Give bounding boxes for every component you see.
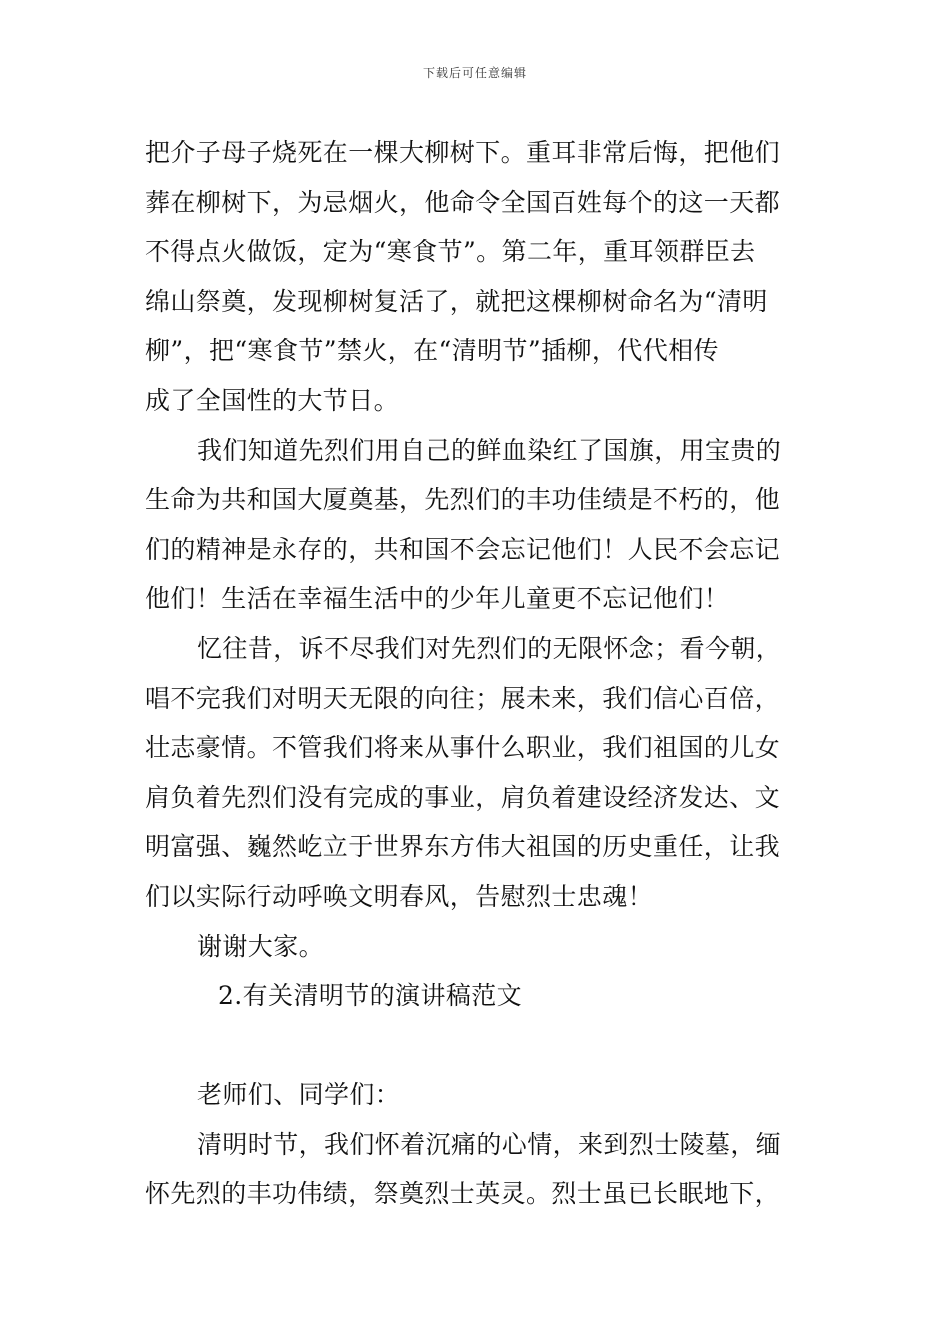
section-heading: 2.有关清明节的演讲稿范文 xyxy=(218,981,523,1011)
text-line: 生命为共和国大厦奠基，先烈们的丰功佳绩是不朽的，他 xyxy=(145,485,781,515)
text-line: 柳”，把“寒食节”禁火，在“清明节”插柳，代代相传 xyxy=(145,336,719,366)
paragraph-first-line: 我们知道先烈们用自己的鲜血染红了国旗，用宝贵的 xyxy=(197,435,782,465)
paragraph-first-line: 忆往昔，诉不尽我们对先烈们的无限怀念；看今朝， xyxy=(197,633,782,663)
text-line: 壮志豪情。不管我们将来从事什么职业，我们祖国的儿女 xyxy=(145,733,781,763)
text-line: 明富强、巍然屹立于世界东方伟大祖国的历史重任，让我 xyxy=(145,832,781,862)
closing-line: 谢谢大家。 xyxy=(197,931,325,961)
page-header: 下载后可任意编辑 xyxy=(422,66,527,80)
text-line: 葬在柳树下，为忌烟火，他命令全国百姓每个的这一天都 xyxy=(145,187,781,217)
text-line: 把介子母子烧死在一棵大柳树下。重耳非常后悔，把他们 xyxy=(145,138,781,167)
text-line: 肩负着先烈们没有完成的事业，肩负着建设经济发达、文 xyxy=(145,782,781,812)
salutation-line: 老师们、同学们： xyxy=(197,1080,401,1110)
document-body xyxy=(145,128,807,1219)
text-line: 绵山祭奠，发现柳树复活了，就把这棵柳树命名为“清明 xyxy=(145,286,768,316)
text-line: 不得点火做饭，定为“寒食节”。第二年，重耳领群臣去 xyxy=(145,237,756,267)
text-line: 们的精神是永存的，共和国不会忘记他们！人民不会忘记 xyxy=(145,534,781,564)
blank-gap xyxy=(145,1021,807,1071)
text-line: 怀先烈的丰功伟绩，祭奠烈士英灵。烈士虽已长眠地下， xyxy=(145,1179,781,1209)
text-line: 他们！生活在幸福生活中的少年儿童更不忘记他们！ xyxy=(145,584,730,614)
text-line: 成了全国性的大节日。 xyxy=(145,385,400,415)
text-line: 们以实际行动呼唤文明春风，告慰烈士忠魂！ xyxy=(145,881,654,911)
paragraph-first-line: 清明时节，我们怀着沉痛的心情，来到烈士陵墓，缅 xyxy=(197,1129,782,1159)
text-line: 唱不完我们对明天无限的向往；展未来，我们信心百倍， xyxy=(145,683,781,713)
